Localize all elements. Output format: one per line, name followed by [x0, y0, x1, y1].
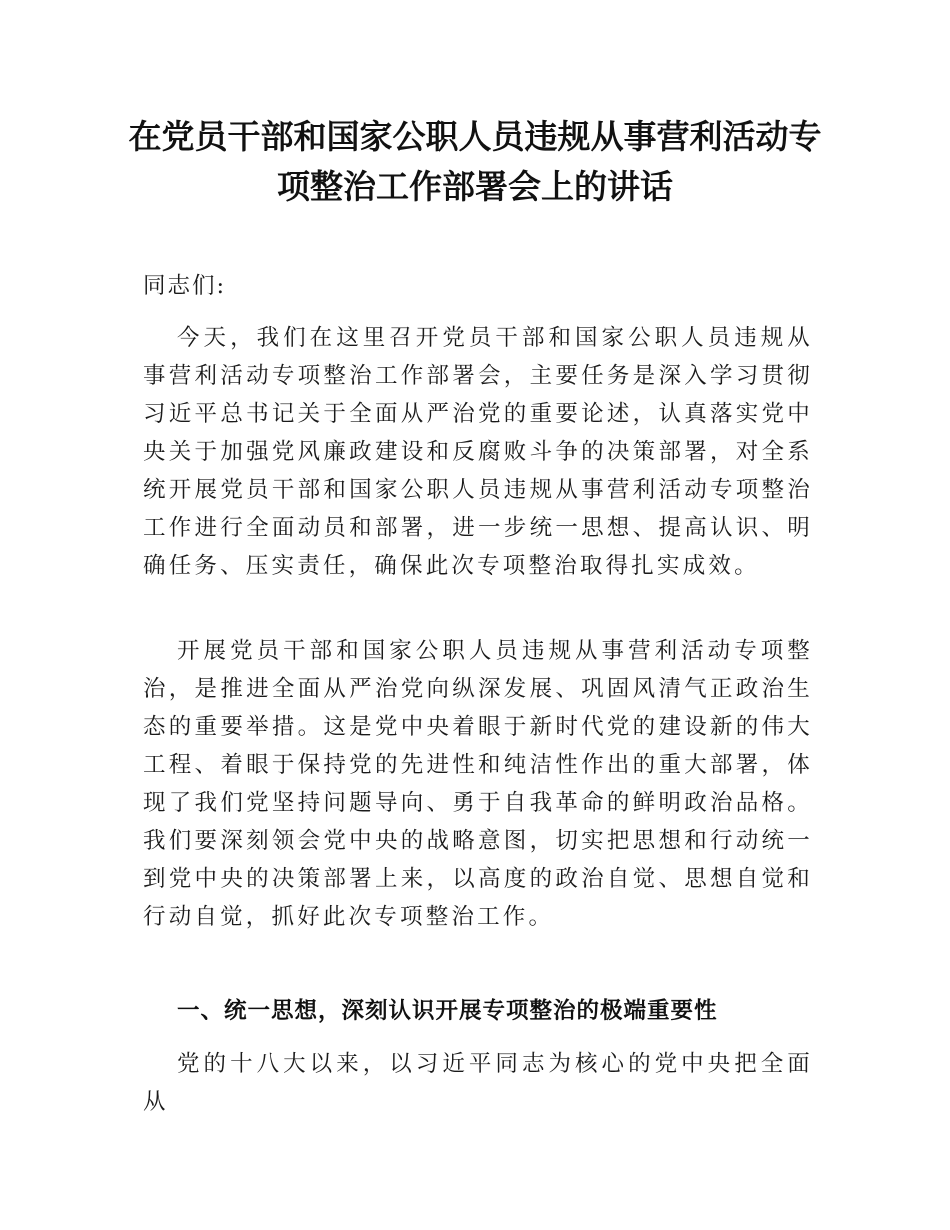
- body-paragraph: 开展党员干部和国家公职人员违规从事营利活动专项整治，是推进全面从严治党向纵深发展、巩固风清气正政治生态的重要举措。这是党中央着眼于新时代党的建设新的伟大工程、着眼于保持党的先进性和纯洁性作出的重大部署，体现了我们党坚持问题导向、勇于自我革命的鲜明政治品格。我们要深刻领会党中央的战略意图，切实把思想和行动统一到党中央的决策部署上来，以高度的政治自觉、思想自觉和行动自觉，抓好此次专项整治工作。: [143, 638, 813, 930]
- body-paragraph: 党的十八大以来，以习近平同志为核心的党中央把全面从: [143, 1051, 813, 1115]
- document-title: 在党员干部和国家公职人员违规从事营利活动专项整治工作部署会上的讲话: [128, 117, 822, 206]
- section-heading: 一、统一思想，深刻认识开展专项整治的极端重要性: [177, 998, 718, 1024]
- body-paragraph: 今天，我们在这里召开党员干部和国家公职人员违规从事营利活动专项整治工作部署会，主要任务是深入学习贯彻习近平总书记关于全面从严治党的重要论述，认真落实党中央关于加强党风廉政建设和反腐败斗争的决策部署，对全系统开展党员干部和国家公职人员违规从事营利活动专项整治工作进行全面动员和部署，进一步统一思想、提高认识、明确任务、压实责任，确保此次专项整治取得扎实成效。: [143, 325, 813, 579]
- salutation: 同志们:: [143, 273, 227, 299]
